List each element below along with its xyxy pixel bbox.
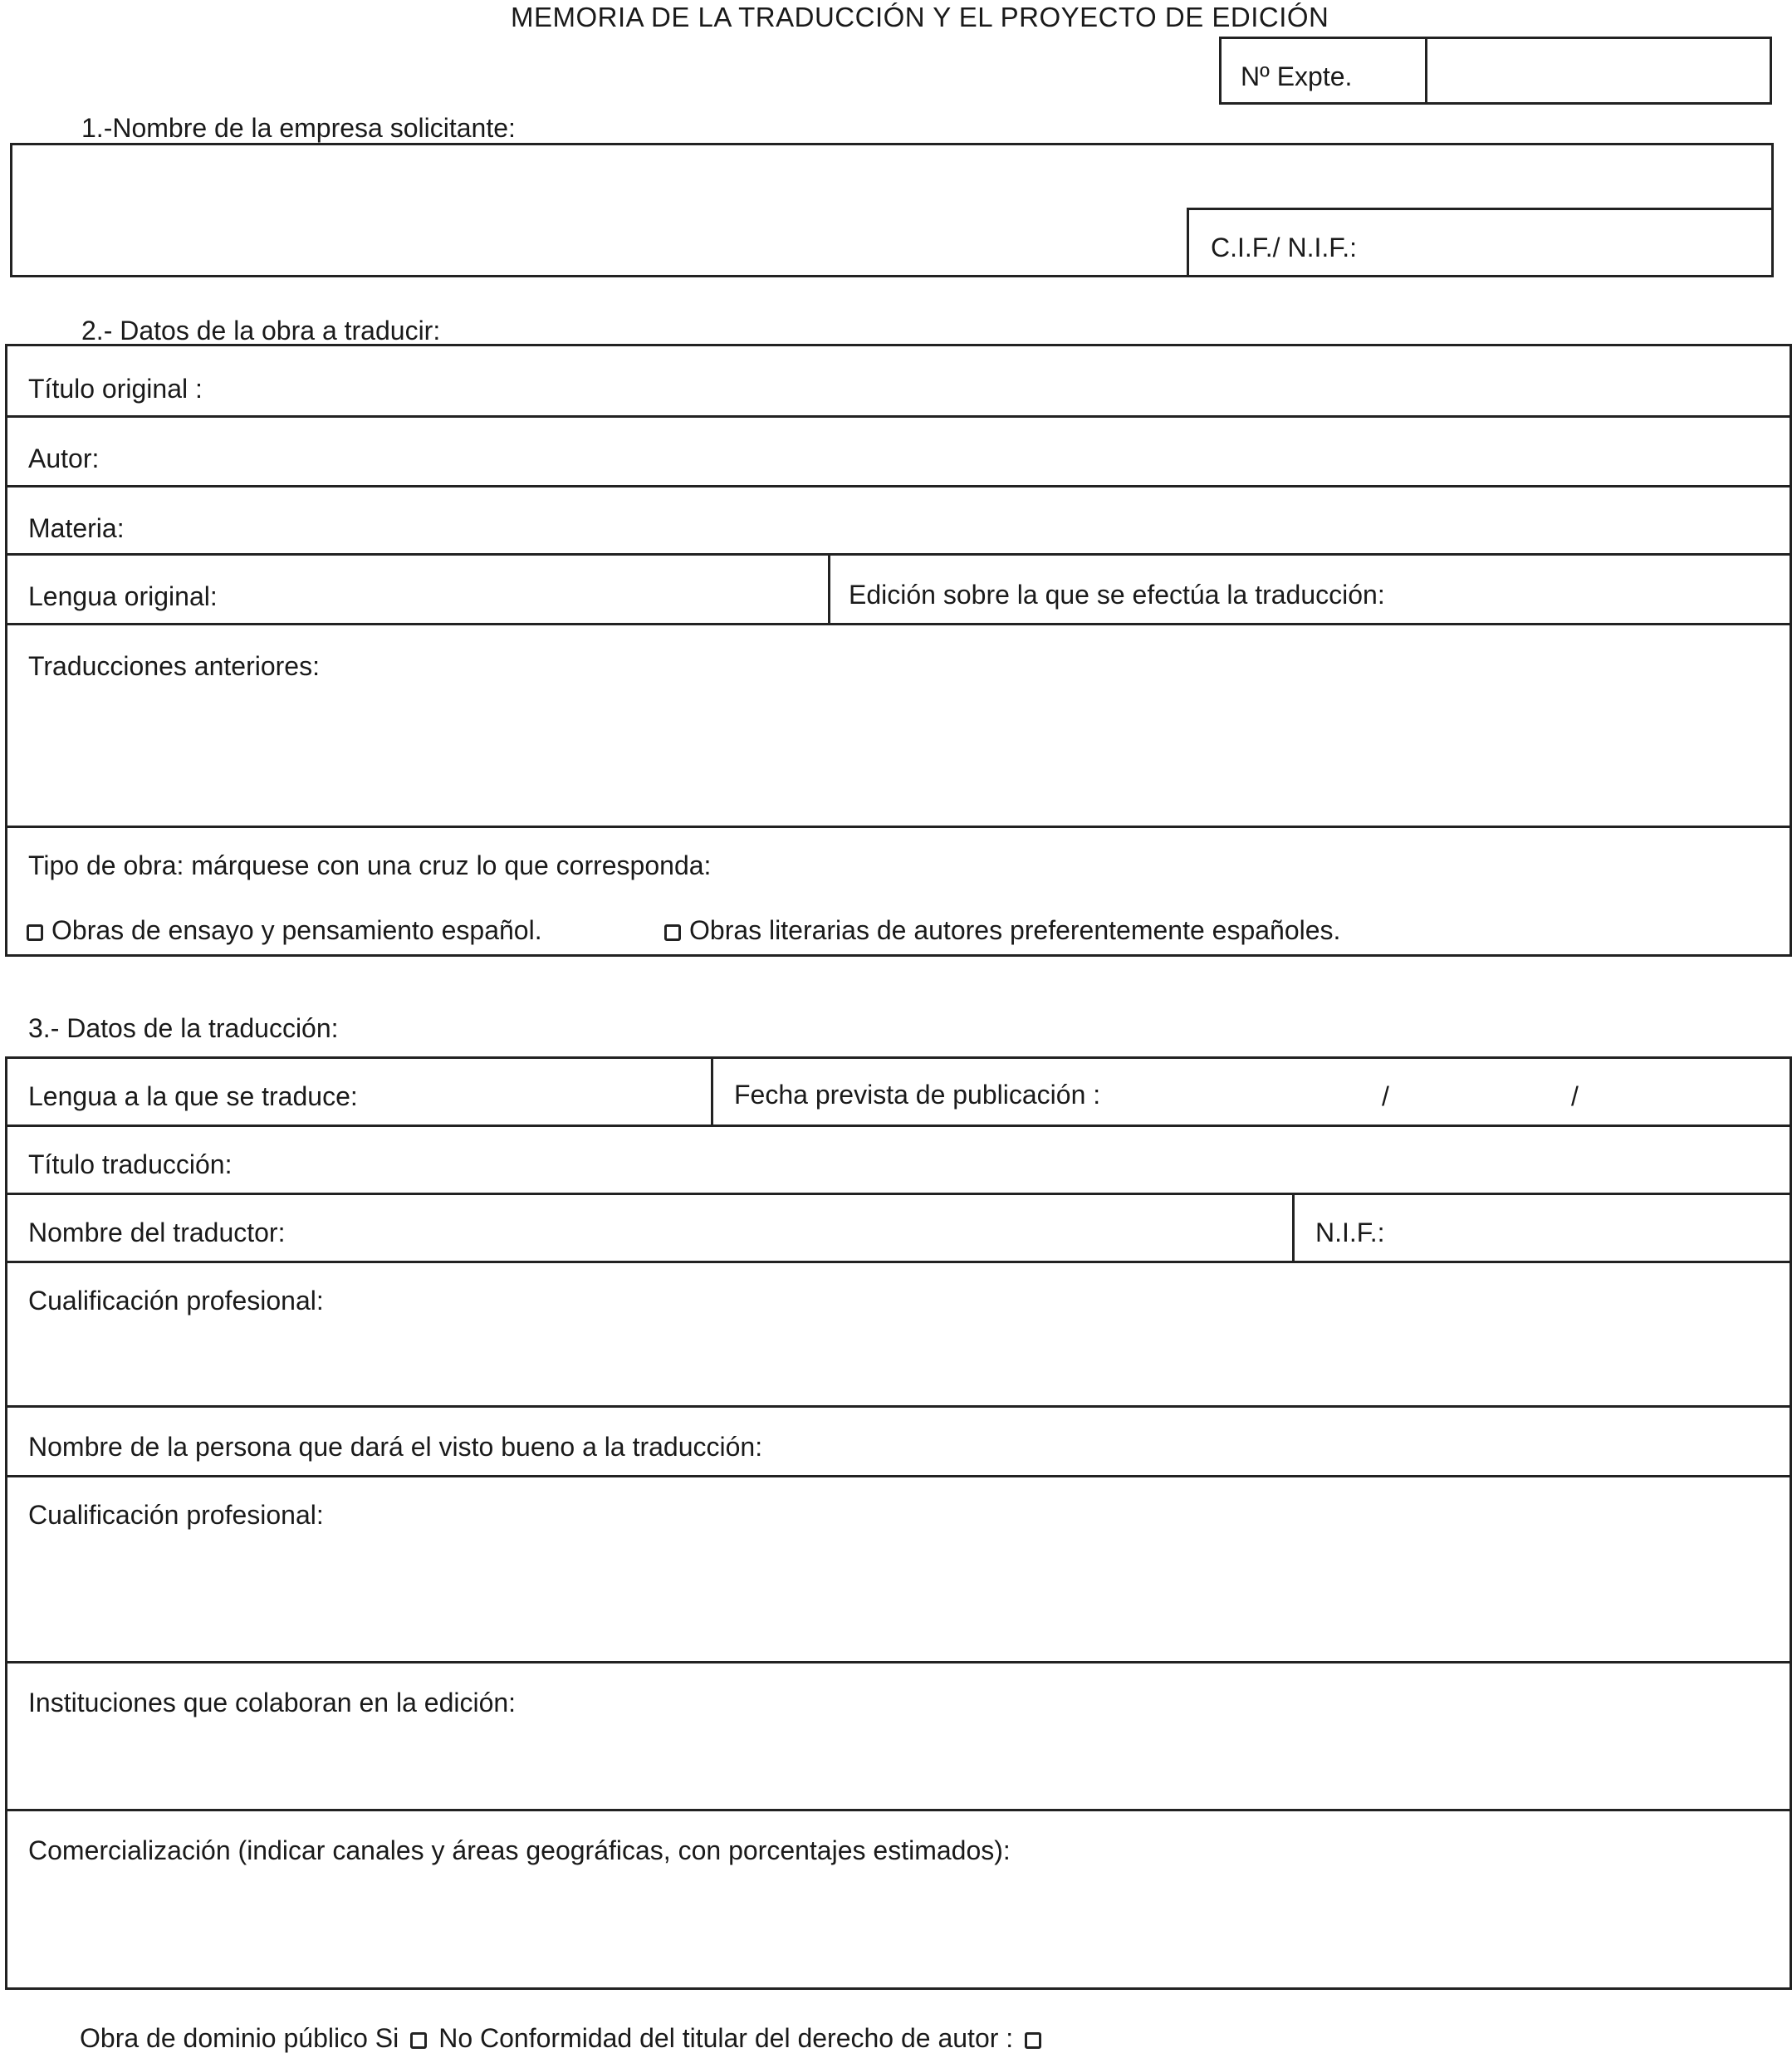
section3-heading: 3.- Datos de la traducción: xyxy=(28,1013,339,1043)
fecha-prevista-field[interactable] xyxy=(1179,1061,1785,1121)
nif-field[interactable] xyxy=(1412,1198,1785,1257)
lengua-traduce-label: Lengua a la que se traduce: xyxy=(28,1081,358,1111)
date-separator-2: / xyxy=(1571,1081,1579,1111)
conformidad-checkbox[interactable] xyxy=(1025,2032,1041,2049)
comercializacion-label: Comercialización (indicar canales y áreas geográficas, con porcentajes estimados): xyxy=(28,1835,1011,1865)
nombre-traductor-label: Nombre del traductor: xyxy=(28,1218,286,1247)
expediente-label: Nº Expte. xyxy=(1241,61,1353,91)
fecha-prevista-label: Fecha prevista de publicación : xyxy=(734,1080,1101,1110)
empresa-field[interactable] xyxy=(13,146,1184,274)
option-ensayo[interactable] xyxy=(27,917,542,943)
nif-label: N.I.F.: xyxy=(1315,1218,1385,1247)
cif-field[interactable] xyxy=(1403,211,1769,274)
traducciones-anteriores-label: Traducciones anteriores: xyxy=(28,651,320,681)
page-title: MEMORIA DE LA TRADUCCIÓN Y EL PROYECTO DE EDICIÓN xyxy=(511,2,1329,32)
ensayo-checkbox[interactable] xyxy=(27,924,43,941)
footer-line xyxy=(80,2025,1053,2051)
visto-bueno-label: Nombre de la persona que dará el visto bueno a la traducción: xyxy=(28,1432,763,1462)
cualificacion-revisor-field[interactable] xyxy=(10,1540,1787,1658)
dominio-publico-label: Obra de dominio público Si xyxy=(80,2023,399,2053)
titulo-traduccion-field[interactable] xyxy=(274,1129,1785,1189)
materia-field[interactable] xyxy=(149,488,1785,550)
cualificacion-traductor-field[interactable] xyxy=(10,1325,1787,1402)
expediente-field[interactable] xyxy=(1428,39,1769,102)
literarias-checkbox[interactable] xyxy=(664,924,681,941)
tipo-obra-label: Tipo de obra: márquese con una cruz lo que corresponda: xyxy=(28,850,712,880)
cif-label: C.I.F./ N.I.F.: xyxy=(1211,233,1358,262)
materia-label: Materia: xyxy=(28,513,125,543)
literarias-label: Obras literarias de autores preferentemente españoles. xyxy=(689,915,1341,945)
nombre-traductor-field[interactable] xyxy=(332,1198,1287,1257)
instituciones-label: Instituciones que colaboran en la edición: xyxy=(28,1688,517,1717)
lengua-original-field[interactable] xyxy=(257,556,822,620)
cualificacion-revisor-label: Cualificación profesional: xyxy=(28,1500,324,1530)
date-separator-1: / xyxy=(1382,1081,1389,1111)
comercializacion-field[interactable] xyxy=(10,1875,1787,1987)
lengua-original-label: Lengua original: xyxy=(28,581,218,611)
cualificacion-traductor-label: Cualificación profesional: xyxy=(28,1286,324,1316)
visto-bueno-field[interactable] xyxy=(897,1412,1785,1472)
section2-heading: 2.- Datos de la obra a traducir: xyxy=(81,316,441,345)
dominio-si-checkbox[interactable] xyxy=(410,2032,427,2049)
lengua-traduce-field[interactable] xyxy=(415,1061,706,1121)
autor-label: Autor: xyxy=(28,443,100,473)
edicion-label: Edición sobre la que se efectúa la traducción: xyxy=(849,580,1385,610)
ensayo-label: Obras de ensayo y pensamiento español. xyxy=(51,915,542,945)
no-conformidad-label: No Conformidad del titular del derecho de autor : xyxy=(438,2023,1014,2053)
instituciones-field[interactable] xyxy=(10,1727,1787,1806)
titulo-traduccion-label: Título traducción: xyxy=(28,1149,233,1179)
titulo-original-field[interactable] xyxy=(249,349,1785,412)
titulo-original-label: Título original : xyxy=(28,374,203,404)
autor-field[interactable] xyxy=(125,419,1785,482)
section1-heading: 1.-Nombre de la empresa solicitante: xyxy=(81,113,516,143)
option-literarias[interactable] xyxy=(664,917,1340,943)
traducciones-anteriores-field[interactable] xyxy=(10,689,1787,822)
edicion-field[interactable] xyxy=(1478,556,1785,620)
